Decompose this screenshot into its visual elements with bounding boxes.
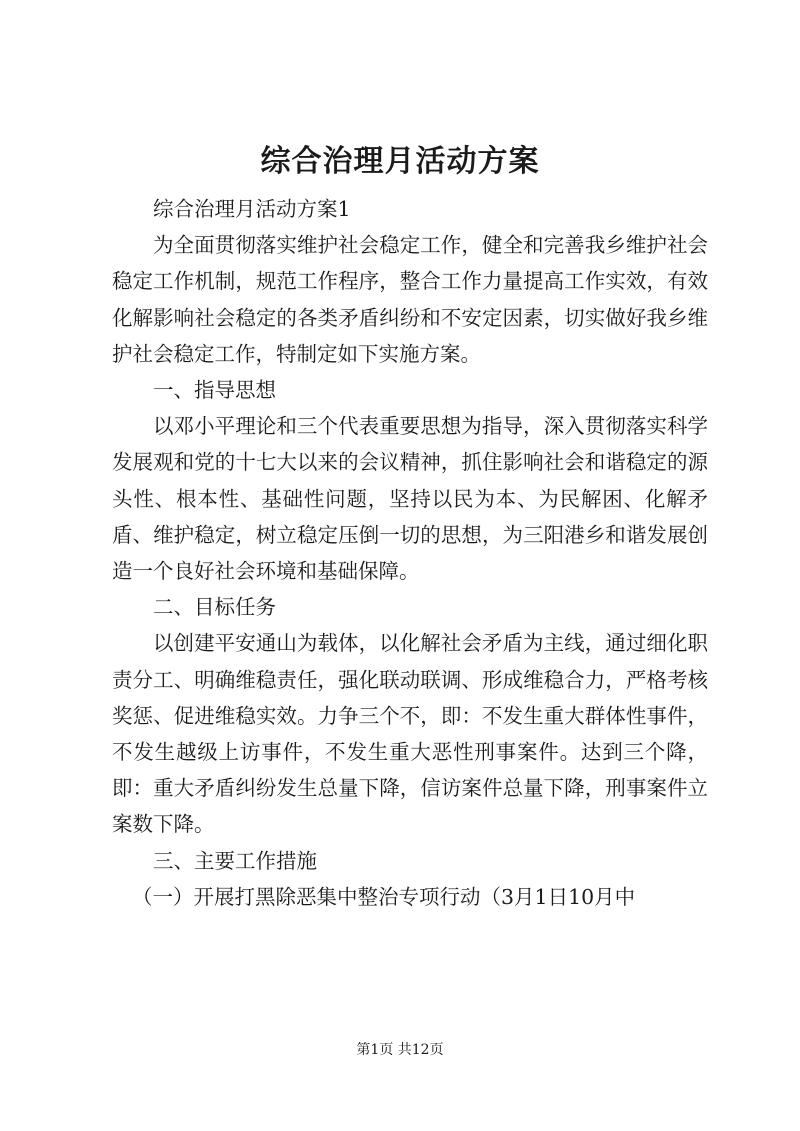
section-body-goals: 以创建平安通山为载体，以化解社会矛盾为主线，通过细化职责分工、明确维稳责任，强化联动联调、形成维稳合力，严格考核奖惩、促进维稳实效。力争三个不，即：不发生重大群体性事件，不发生越级上访事件，不发生重大恶性刑事案件。达到三个降，即：重大矛盾纠纷发生总量下降，信访案件总量下降，刑事案件立案数下降。 — [112, 631, 708, 837]
document-body — [112, 191, 708, 915]
section-body-measures: （一）开展打黑除恶集中整治专项行动（3月1日10月中 — [132, 884, 636, 909]
page-number-footer: 第1页 共12页 — [356, 1042, 444, 1058]
intro-paragraph: 为全面贯彻落实维护社会稳定工作，健全和完善我乡维护社会稳定工作机制，规范工作程序，整合工作力量提高工作实效，有效化解影响社会稳定的各类矛盾纠纷和不安定因素，切实做好我乡维护社会稳定工作，特制定如下实施方案。 — [112, 233, 708, 366]
document-subtitle: 综合治理月活动方案1 — [153, 197, 351, 221]
document-title: 综合治理月活动方案 — [260, 144, 540, 179]
section-body-guiding-ideology: 以邓小平理论和三个代表重要思想为指导，深入贯彻落实科学发展观和党的十七大以来的会议精神，抓住影响社会和谐稳定的源头性、根本性、基础性问题，坚持以民为本、为民解困、化解矛盾、维护稳定，树立稳定压倒一切的思想，为三阳港乡和谐发展创造一个良好社会环境和基础保障。 — [112, 414, 708, 584]
section-heading-guiding-ideology: 一、指导思想 — [153, 378, 276, 403]
section-heading-measures: 三、主要工作措施 — [153, 848, 317, 873]
section-heading-goals: 二、目标任务 — [153, 595, 276, 620]
